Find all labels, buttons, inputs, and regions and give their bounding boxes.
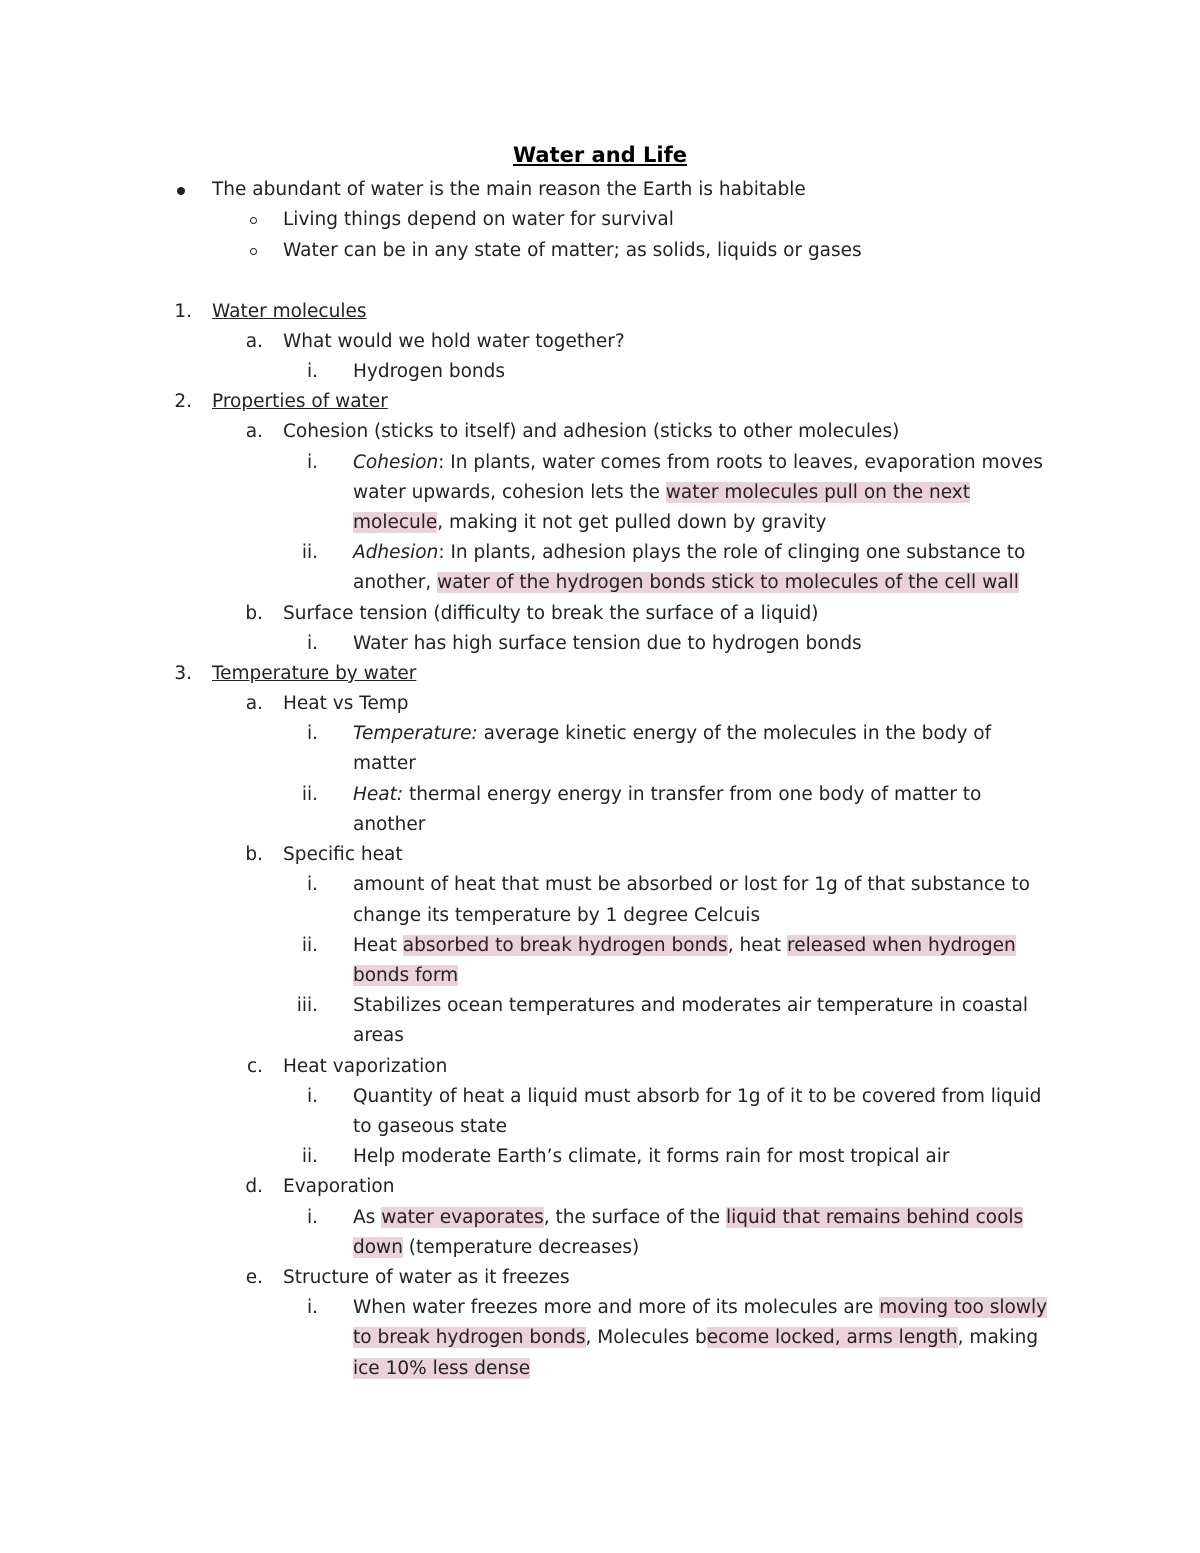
section-heading: Properties of water (212, 391, 388, 412)
list-item-cont: change its temperature by 1 degree Celcuis (353, 905, 761, 926)
text: , heat (727, 935, 788, 956)
list-item-cont (353, 961, 458, 991)
list-item-cont (353, 568, 1019, 598)
list-item: Heat vs Temp (283, 693, 409, 714)
section-heading: Water molecules (212, 301, 367, 322)
text: , making (957, 1327, 1039, 1348)
highlight: molecule (353, 512, 438, 533)
list-item-cont (353, 1233, 639, 1263)
text: water upwards, cohesion lets the (353, 482, 666, 503)
list-item-cont (353, 478, 970, 508)
list-item (353, 931, 1016, 961)
list-letter: e. (245, 1267, 263, 1288)
term: Temperature: (353, 723, 478, 744)
highlight: water evaporates (381, 1207, 544, 1228)
text: As (353, 1207, 382, 1228)
term: Heat: (353, 784, 404, 805)
list-item: amount of heat that must be absorbed or lost for 1g of that substance to (353, 874, 1030, 895)
list-roman: i. (306, 452, 318, 473)
list-item-cont (353, 508, 826, 538)
list-item: Quantity of heat a liquid must absorb for 1g of it to be covered from liquid (353, 1086, 1042, 1107)
intro-sub-2: Water can be in any state of matter; as solids, liquids or gases (283, 240, 862, 261)
circle-bullet-icon (250, 248, 257, 255)
list-item-cont (353, 1354, 530, 1384)
list-item-cont: to gaseous state (353, 1116, 507, 1137)
list-number: 2. (174, 391, 192, 412)
intro-bullet: The abundant of water is the main reason the Earth is habitable (212, 179, 806, 200)
list-item: Heat vaporization (283, 1056, 448, 1077)
list-item: Water has high surface tension due to hydrogen bonds (353, 633, 862, 654)
list-item: Cohesion (sticks to itself) and adhesion (sticks to other molecules) (283, 421, 900, 442)
list-roman: ii. (301, 935, 318, 956)
list-roman: i. (306, 1297, 318, 1318)
text: , Molecules b (585, 1327, 707, 1348)
highlight: water of the hydrogen bonds stick to molecules of the cell wall (437, 572, 1019, 593)
list-item (353, 780, 981, 810)
list-roman: ii. (301, 542, 318, 563)
highlight: liquid that remains behind cools (725, 1207, 1024, 1228)
text: average kinetic energy of the molecules in the body of (477, 723, 992, 744)
list-roman: i. (306, 361, 318, 382)
list-item-cont: another (353, 814, 426, 835)
bullet-icon (177, 187, 185, 195)
list-roman: i. (306, 633, 318, 654)
list-number: 1. (174, 301, 192, 322)
list-roman: ii. (301, 1146, 318, 1167)
list-roman: i. (306, 874, 318, 895)
highlight: moving too slowly (879, 1297, 1048, 1318)
list-item: Stabilizes ocean temperatures and moderates air temperature in coastal (353, 995, 1029, 1016)
list-item-cont (353, 1323, 1038, 1353)
highlight: ecome locked, arms length (706, 1327, 958, 1348)
highlight: to break hydrogen bonds (353, 1327, 586, 1348)
highlight: bonds form (353, 965, 459, 986)
page-title: Water and Life (513, 143, 687, 167)
list-letter: b. (245, 603, 263, 624)
list-roman: i. (306, 723, 318, 744)
term: Adhesion (353, 542, 439, 563)
list-item: Evaporation (283, 1176, 395, 1197)
circle-bullet-icon (250, 217, 257, 224)
text: , the surface of the (543, 1207, 726, 1228)
list-roman: i. (306, 1086, 318, 1107)
list-letter: a. (245, 331, 263, 352)
text: , making it not get pulled down by gravity (437, 512, 827, 533)
list-item: Structure of water as it freezes (283, 1267, 570, 1288)
list-letter: a. (245, 421, 263, 442)
list-item-cont: matter (353, 753, 416, 774)
text: another, (353, 572, 438, 593)
list-item: What would we hold water together? (283, 331, 625, 352)
text: Heat (353, 935, 403, 956)
text: : In plants, adhesion plays the role of clinging one substance to (438, 542, 1026, 563)
highlight: down (353, 1237, 403, 1258)
text: thermal energy energy in transfer from one body of matter to (403, 784, 982, 805)
highlight: released when hydrogen (787, 935, 1016, 956)
highlight: absorbed to break hydrogen bonds (402, 935, 728, 956)
list-item (353, 448, 1043, 478)
list-item: Help moderate Earth’s climate, it forms rain for most tropical air (353, 1146, 950, 1167)
list-item: Specific heat (283, 844, 403, 865)
list-item (353, 1203, 1023, 1233)
list-number: 3. (174, 663, 192, 684)
list-item: Surface tension (difficulty to break the surface of a liquid) (283, 603, 819, 624)
list-roman: i. (306, 1207, 318, 1228)
list-item (353, 719, 991, 749)
list-letter: a. (245, 693, 263, 714)
term: Cohesion (353, 452, 439, 473)
list-item: Hydrogen bonds (353, 361, 506, 382)
text: : In plants, water comes from roots to leaves, evaporation moves (438, 452, 1043, 473)
text: When water freezes more and more of its molecules are (353, 1297, 880, 1318)
list-letter: b. (245, 844, 263, 865)
list-item (353, 538, 1025, 568)
list-item-cont: areas (353, 1025, 404, 1046)
list-roman: iii. (296, 995, 318, 1016)
section-heading: Temperature by water (212, 663, 417, 684)
text: (temperature decreases) (402, 1237, 640, 1258)
list-letter: d. (245, 1176, 263, 1197)
list-roman: ii. (301, 784, 318, 805)
highlight: ice 10% less dense (353, 1358, 531, 1379)
highlight: water molecules pull on the next (665, 482, 970, 503)
list-letter: c. (246, 1056, 263, 1077)
list-item (353, 1293, 1047, 1323)
intro-sub-1: Living things depend on water for survival (283, 209, 674, 230)
